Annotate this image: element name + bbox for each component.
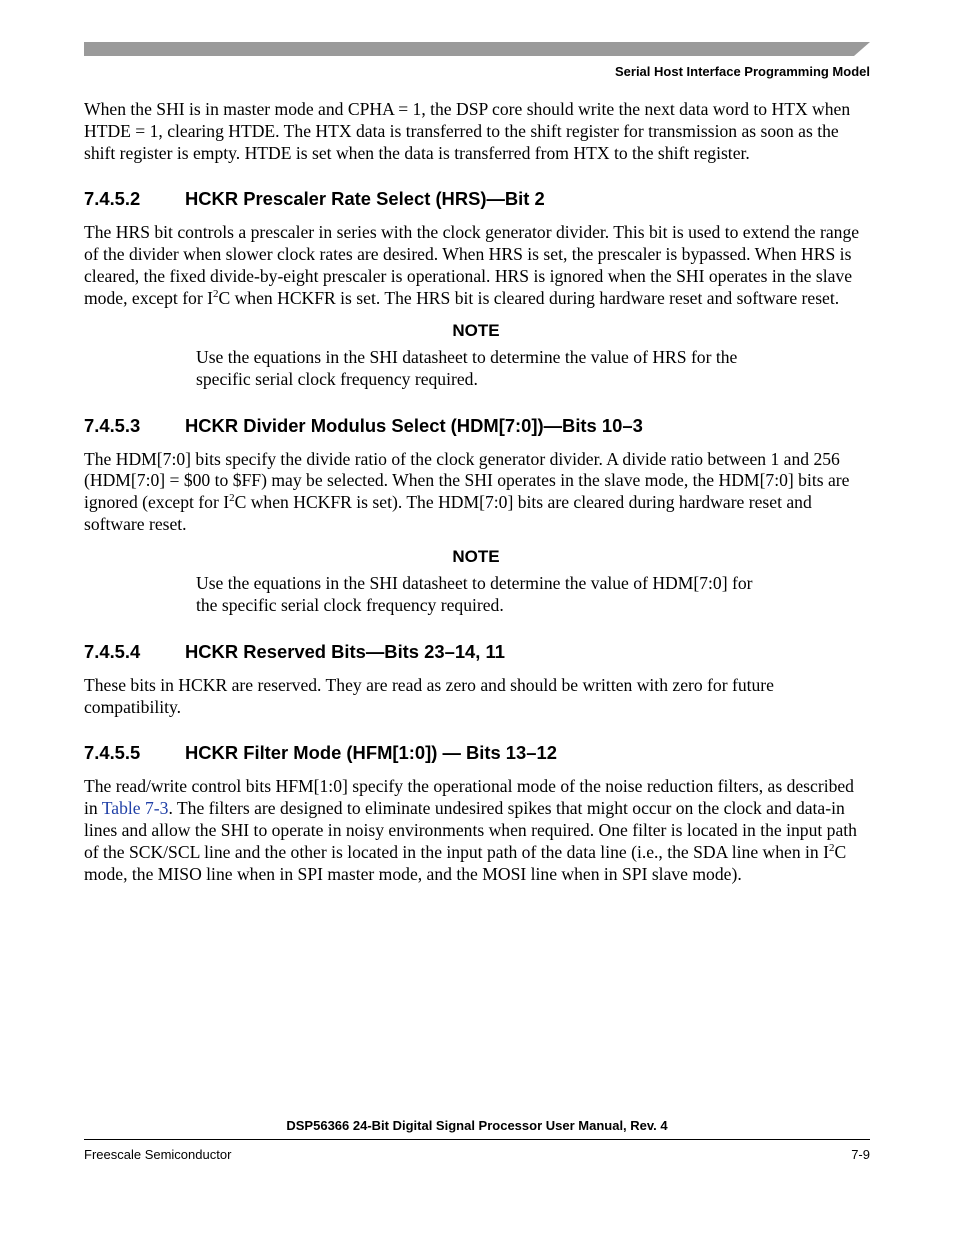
section-heading xyxy=(84,641,870,663)
paragraph-text: The HRS bit controls a prescaler in series with the clock generator divider. This bit is used to extend the range of the divider when slower clock rates are desired. When HRS is set, the prescaler is bypassed. When HRS is cleared, the fixed divide-by-eight prescaler is operational. HRS is ignored when the SHI operates in the slave mode, except for I xyxy=(84,222,860,308)
section-title: HCKR Reserved Bits—Bits 23–14, 11 xyxy=(185,640,505,662)
note-title: NOTE xyxy=(452,546,500,566)
section-paragraph xyxy=(84,776,870,885)
footer-manual-title: DSP56366 24-Bit Digital Signal Processor User Manual, Rev. 4 xyxy=(286,1118,668,1133)
paragraph-text: The HDM[7:0] bits specify the divide ratio of the clock generator divider. A divide ratio between 1 and 256 (HDM[7:0] = $00 to $FF) may be selected. When the SHI operates in the slave mode, the HDM[7:0] bits are ignored (except for I xyxy=(84,448,850,513)
section-heading xyxy=(84,415,870,437)
section-paragraph xyxy=(84,222,870,309)
section-number: 7.4.5.5 xyxy=(84,742,141,764)
section-paragraph xyxy=(84,449,870,536)
paragraph-text: C mode, the MISO line when in SPI master mode, and the MOSI line when in SPI slave mode). xyxy=(84,841,847,884)
superscript: 2 xyxy=(212,287,219,300)
footer-divider xyxy=(84,1139,870,1140)
section-heading xyxy=(84,742,870,764)
superscript: 2 xyxy=(828,841,835,854)
running-header: Serial Host Interface Programming Model xyxy=(614,64,870,79)
intro-paragraph: When the SHI is in master mode and CPHA = 1, the DSP core should write the next data word to HTX when HTDE = 1, clearing HTDE. The HTX data is transferred to the shift register for transmission as soon as the shift register is empty. HTDE is set when the data is transferred from HTX to the shift register. xyxy=(84,99,851,163)
superscript: 2 xyxy=(229,492,235,505)
footer-company: Freescale Semiconductor xyxy=(84,1147,232,1162)
section-title: HCKR Filter Mode (HFM[1:0]) — Bits 13–12 xyxy=(185,742,557,764)
section-title: HCKR Prescaler Rate Select (HRS)—Bit 2 xyxy=(185,188,545,210)
section-number: 7.4.5.3 xyxy=(84,414,141,436)
paragraph-text: C when HCKFR is set). The HDM[7:0] bits are cleared during hardware reset and software reset. xyxy=(84,492,812,534)
table-7-3-link[interactable]: Table 7-3 xyxy=(101,798,169,819)
note-title: NOTE xyxy=(452,320,500,340)
section-number: 7.4.5.2 xyxy=(84,188,141,210)
section-heading xyxy=(84,188,870,210)
paragraph-text: The read/write control bits HFM[1:0] specify the operational mode of the noise reduction filters, as described in xyxy=(84,776,854,819)
note-text: Use the equations in the SHI datasheet to determine the value of HDM[7:0] for the specific serial clock frequency required. xyxy=(196,572,753,615)
note-text: Use the equations in the SHI datasheet to determine the value of HRS for the specific serial clock frequency required. xyxy=(196,346,738,389)
note-box xyxy=(196,547,776,616)
section-title: HCKR Divider Modulus Select (HDM[7:0])—Bits 10–3 xyxy=(185,414,643,436)
page-number: 7-9 xyxy=(851,1147,870,1162)
page-content xyxy=(84,99,870,885)
section-paragraph: These bits in HCKR are reserved. They are read as zero and should be written with zero for future compatibility. xyxy=(84,674,774,717)
header-bar xyxy=(84,42,870,56)
paragraph-text: . The filters are designed to eliminate undesired spikes that might occur on the clock and data-in lines and allow the SHI to operate in noisy environments when required. One filter is located in the input path of the SCK/SCL line and the other is located in the input path of the data line (i.e., the SDA line when in I xyxy=(84,798,857,862)
section-number: 7.4.5.4 xyxy=(84,640,141,662)
paragraph-text: C when HCKFR is set. The HRS bit is cleared during hardware reset and software reset. xyxy=(218,287,840,308)
note-box xyxy=(196,321,776,390)
